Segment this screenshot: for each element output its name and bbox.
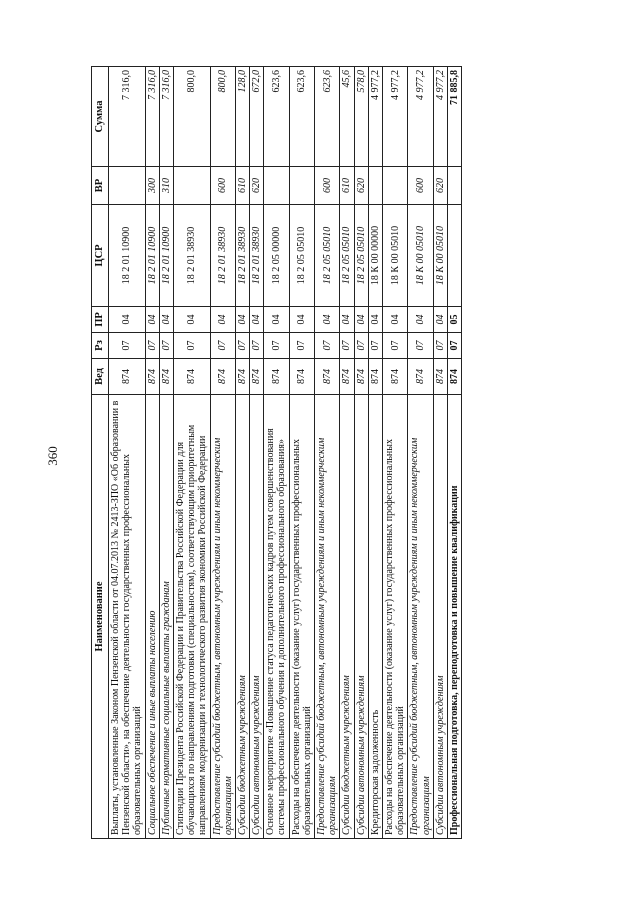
table-header-row (92, 67, 109, 839)
cell-ved: 874 (235, 359, 249, 395)
cell-rz: 07 (382, 333, 407, 359)
cell-vr (447, 167, 461, 205)
header-ved: Вед (92, 359, 109, 395)
cell-ved: 874 (289, 359, 314, 395)
cell-vr: 600 (315, 167, 340, 205)
cell-name: Предоставление субсидий бюджетным, автономным учреждениям и иным некоммерческим организациям (315, 395, 340, 839)
cell-csr: 18 2 05 05010 (289, 205, 314, 307)
cell-rz: 07 (264, 333, 289, 359)
cell-ved: 874 (159, 359, 173, 395)
cell-ved: 874 (315, 359, 340, 395)
header-pr: ПР (92, 307, 109, 333)
cell-pr: 04 (368, 307, 382, 333)
cell-sum: 7 316,0 (145, 67, 159, 167)
cell-name: Субсидии автономным учреждениям (433, 395, 447, 839)
cell-csr: 18 2 01 10900 (145, 205, 159, 307)
page-number (0, 448, 105, 464)
cell-csr: 18 2 01 10900 (159, 205, 173, 307)
cell-rz: 07 (235, 333, 249, 359)
cell-rz: 07 (340, 333, 354, 359)
cell-pr: 04 (210, 307, 235, 333)
cell-vr (264, 167, 289, 205)
cell-vr (289, 167, 314, 205)
cell-rz: 07 (447, 333, 461, 359)
header-vr: ВР (92, 167, 109, 205)
cell-sum: 623,6 (289, 67, 314, 167)
cell-vr (368, 167, 382, 205)
cell-rz: 07 (109, 333, 146, 359)
cell-vr: 310 (159, 167, 173, 205)
cell-pr: 04 (382, 307, 407, 333)
cell-name: Субсидии бюджетным учреждениям (340, 395, 354, 839)
cell-csr: 18 2 01 38930 (250, 205, 264, 307)
table-row (447, 67, 461, 839)
cell-sum: 7 316,0 (109, 67, 146, 167)
cell-vr: 610 (340, 167, 354, 205)
cell-pr: 05 (447, 307, 461, 333)
cell-sum: 71 885,8 (447, 67, 461, 167)
cell-name: Публичные нормативные социальные выплаты гражданам (159, 395, 173, 839)
cell-ved: 874 (368, 359, 382, 395)
cell-rz: 07 (408, 333, 433, 359)
table-row (159, 67, 173, 839)
cell-name: Субсидии автономным учреждениям (250, 395, 264, 839)
cell-csr: 18 2 05 00000 (264, 205, 289, 307)
cell-ved: 874 (433, 359, 447, 395)
cell-vr (109, 167, 146, 205)
table-row (250, 67, 264, 839)
rotated-table-area (91, 67, 556, 839)
cell-rz: 07 (145, 333, 159, 359)
cell-csr: 18 2 01 10900 (109, 205, 146, 307)
cell-pr: 04 (433, 307, 447, 333)
cell-pr: 04 (408, 307, 433, 333)
cell-rz: 07 (250, 333, 264, 359)
cell-vr: 620 (250, 167, 264, 205)
table-row (109, 67, 146, 839)
cell-csr: 18 К 00 05010 (408, 205, 433, 307)
cell-pr: 04 (250, 307, 264, 333)
cell-rz: 07 (159, 333, 173, 359)
cell-rz: 07 (173, 333, 210, 359)
cell-ved: 874 (264, 359, 289, 395)
cell-csr: 18 2 01 38930 (210, 205, 235, 307)
table-row (408, 67, 433, 839)
cell-pr: 04 (159, 307, 173, 333)
header-rz: Рз (92, 333, 109, 359)
cell-vr: 300 (145, 167, 159, 205)
cell-rz: 07 (289, 333, 314, 359)
cell-sum: 45,6 (340, 67, 354, 167)
table-row (145, 67, 159, 839)
cell-sum: 578,0 (354, 67, 368, 167)
cell-vr: 610 (235, 167, 249, 205)
header-csr: ЦСР (92, 205, 109, 307)
cell-sum: 672,0 (250, 67, 264, 167)
cell-sum: 623,6 (264, 67, 289, 167)
cell-sum: 800,0 (173, 67, 210, 167)
cell-sum: 4 977,2 (368, 67, 382, 167)
table-row (354, 67, 368, 839)
cell-csr: 18 К 00 05010 (382, 205, 407, 307)
cell-csr: 18 К 00 05010 (433, 205, 447, 307)
table-row (340, 67, 354, 839)
cell-ved: 874 (447, 359, 461, 395)
cell-sum: 128,0 (235, 67, 249, 167)
cell-ved: 874 (340, 359, 354, 395)
cell-csr: 18 К 00 00000 (368, 205, 382, 307)
cell-csr: 18 2 05 05010 (315, 205, 340, 307)
cell-sum: 4 977,2 (382, 67, 407, 167)
cell-name: Предоставление субсидий бюджетным, автономным учреждениям и иным некоммерческим организациям (408, 395, 433, 839)
cell-ved: 874 (210, 359, 235, 395)
cell-ved: 874 (145, 359, 159, 395)
cell-name: Расходы на обеспечение деятельности (оказание услуг) государственных профессиональных образовательных организаций (289, 395, 314, 839)
cell-vr (173, 167, 210, 205)
cell-name: Выплаты, установленные Законом Пензенской области от 04.07.2013 № 2413-ЗПО «Об образовании в Пензенской области», на обеспечение деятельности государственных профессиональных образовательных организаций (109, 395, 146, 839)
cell-name: Профессиональная подготовка, переподготовка и повышение квалификации (447, 395, 461, 839)
cell-ved: 874 (173, 359, 210, 395)
cell-pr: 04 (354, 307, 368, 333)
table-row (368, 67, 382, 839)
cell-name: Основное мероприятие «Повышение статуса педагогических кадров путем совершенствования системы профессионального обучения и дополнительного профессионального образования» (264, 395, 289, 839)
cell-vr: 620 (354, 167, 368, 205)
cell-csr: 18 2 05 05010 (340, 205, 354, 307)
cell-pr: 04 (109, 307, 146, 333)
cell-ved: 874 (382, 359, 407, 395)
table-row (289, 67, 314, 839)
cell-rz: 07 (210, 333, 235, 359)
cell-name: Стипендии Президента Российской Федерации и Правительства Российской Федерации для обучающихся по направлениям подготовки (специальностям), соответствующим приоритетным направлениям модернизации и технологического развития экономики Российской Федерации (173, 395, 210, 839)
cell-rz: 07 (433, 333, 447, 359)
cell-rz: 07 (354, 333, 368, 359)
cell-pr: 04 (145, 307, 159, 333)
cell-rz: 07 (315, 333, 340, 359)
cell-sum: 4 977,2 (408, 67, 433, 167)
cell-name: Субсидии автономным учреждениям (354, 395, 368, 839)
cell-name: Субсидии бюджетным учреждениям (235, 395, 249, 839)
cell-pr: 04 (173, 307, 210, 333)
cell-pr: 04 (315, 307, 340, 333)
cell-name: Социальное обеспечение и иные выплаты населению (145, 395, 159, 839)
cell-pr: 04 (340, 307, 354, 333)
header-name: Наименование (92, 395, 109, 839)
cell-ved: 874 (109, 359, 146, 395)
cell-sum: 800,0 (210, 67, 235, 167)
cell-csr: 18 2 01 38930 (173, 205, 210, 307)
page-number-text: 360 (44, 446, 60, 466)
cell-name: Расходы на обеспечение деятельности (оказание услуг) государственных профессиональных образовательных организаций (382, 395, 407, 839)
cell-pr: 04 (264, 307, 289, 333)
cell-vr: 600 (210, 167, 235, 205)
table-body (109, 67, 462, 839)
cell-sum: 7 316,0 (159, 67, 173, 167)
cell-pr: 04 (235, 307, 249, 333)
cell-csr (447, 205, 461, 307)
cell-ved: 874 (250, 359, 264, 395)
table-row (264, 67, 289, 839)
cell-sum: 4 977,2 (433, 67, 447, 167)
cell-csr: 18 2 05 05010 (354, 205, 368, 307)
cell-vr (382, 167, 407, 205)
table-row (210, 67, 235, 839)
header-sum: Сумма (92, 67, 109, 167)
cell-name: Предоставление субсидий бюджетным, автономным учреждениям и иным некоммерческим организациям (210, 395, 235, 839)
cell-vr: 620 (433, 167, 447, 205)
cell-ved: 874 (408, 359, 433, 395)
cell-vr: 600 (408, 167, 433, 205)
cell-name: Кредиторская задолженность (368, 395, 382, 839)
cell-sum: 623,6 (315, 67, 340, 167)
table-row (315, 67, 340, 839)
table-row (382, 67, 407, 839)
budget-table (91, 66, 462, 839)
table-row (433, 67, 447, 839)
table-row (173, 67, 210, 839)
cell-csr: 18 2 01 38930 (235, 205, 249, 307)
cell-ved: 874 (354, 359, 368, 395)
table-wrapper (91, 67, 556, 839)
cell-pr: 04 (289, 307, 314, 333)
table-row (235, 67, 249, 839)
cell-rz: 07 (368, 333, 382, 359)
